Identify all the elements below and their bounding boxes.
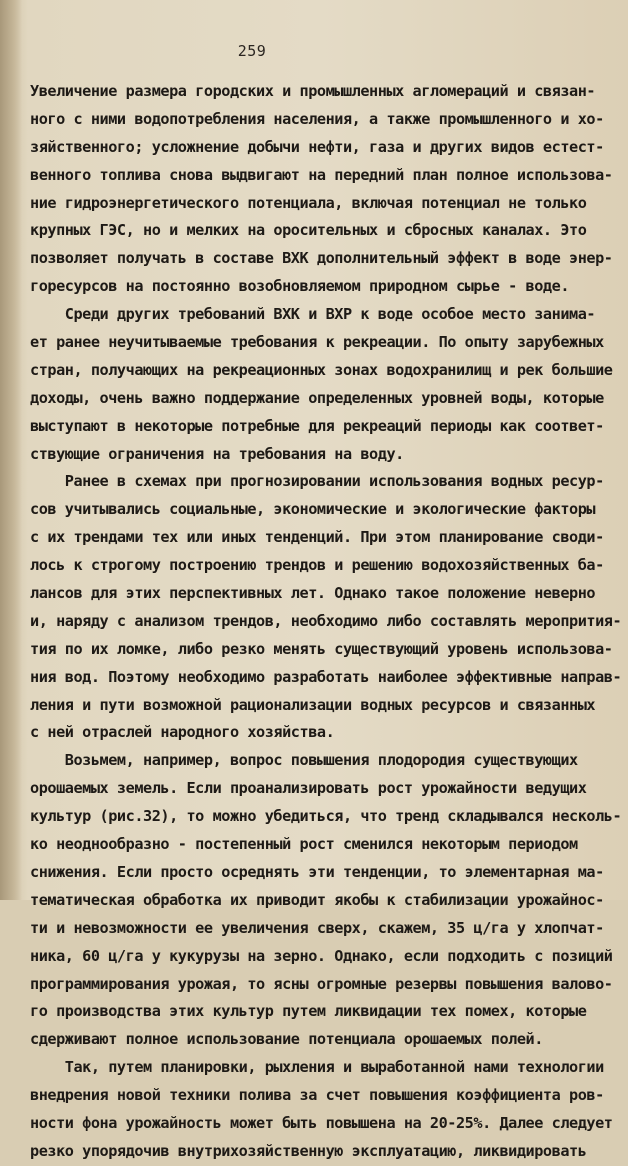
text-line: ного с ними водопотребления населения, а также промышленного и хо-: [30, 109, 604, 128]
text-line: го производства этих культур путем ликвидации тех помех, которые: [30, 1002, 587, 1021]
text-line: с ней отраслей народного хозяйства.: [30, 723, 335, 742]
text-line: тематическая обработка их приводит якобы к стабилизации урожайнос-: [30, 890, 604, 909]
text-line: программирования урожая, то ясны огромные резервы повышения валово-: [30, 974, 613, 993]
text-line: ствующие ограничения на требования на воду.: [30, 444, 404, 463]
text-line: позволяет получать в составе ВХК дополнительный эффект в воде энер-: [30, 249, 613, 268]
text-line: Увеличение размера городских и промышленных агломераций и связан-: [30, 82, 596, 100]
text-line: выступают в некоторые потребные для рекреаций периоды как соответ-: [30, 416, 604, 435]
text-line: доходы, очень важно поддержание определенных уровней воды, которые: [30, 388, 604, 407]
text-line: культур (рис.32), то можно убедиться, что тренд складывался несколь-: [30, 807, 622, 826]
text-line: горесурсов на постоянно возобновляемом природном сырье - воде.: [30, 277, 570, 296]
text-line: сов учитывались социальные, экономические и экологические факторы: [30, 500, 596, 519]
text-line: орошаемых земель. Если проанализировать рост урожайности ведущих: [30, 779, 587, 798]
text-line: ности фона урожайность может быть повышена на 20-25%. Далее следует: [30, 1113, 613, 1132]
text-line: ти и невозможности ее увеличения сверх, скажем, 35 ц/га у хлопчат-: [30, 918, 604, 937]
text-line: внедрения новой техники полива за счет повышения коэффициента ров-: [30, 1086, 604, 1105]
text-line: крупных ГЭС, но и мелких на оросительных и сбросных каналах. Это: [30, 221, 587, 240]
text-line: резко упорядочив внутрихозяйственную эксплуатацию, ликвидировать: [30, 1141, 587, 1160]
text-line: ния вод. Поэтому необходимо разработать наиболее эффективные направ-: [30, 667, 622, 686]
text-line: ет ранее неучитываемые требования к рекреации. По опыту зарубежных: [30, 333, 604, 352]
text-line: Ранее в схемах при прогнозировании использования водных ресур-: [30, 472, 604, 491]
text-line: ко неоднообразно - постепенный рост сменился некоторым периодом: [30, 835, 578, 854]
text-line: стран, получающих на рекреационных зонах водохранилищ и рек большие: [30, 360, 613, 379]
page-number: 259: [237, 42, 267, 60]
text-line: Возьмем, например, вопрос повышения плодородия существующих: [30, 751, 578, 770]
text-line: тия по их ломке, либо резко менять существующий уровень использова-: [30, 639, 613, 658]
binding-shadow: [0, 0, 22, 900]
text-line: Так, путем планировки, рыхления и выработанной нами технологии: [30, 1058, 604, 1077]
text-line: Среди других требований ВХК и ВХР к воде особое место занима-: [30, 305, 596, 324]
text-line: лансов для этих перспективных лет. Однако такое положение неверно: [30, 584, 596, 603]
text-line: ние гидроэнергетического потенциала, включая потенциал не только: [30, 193, 587, 212]
body-text: [30, 78, 620, 1166]
text-line: лось к строгому построению трендов и решению водохозяйственных ба-: [30, 556, 604, 575]
text-line: венного топлива снова выдвигают на передний план полное использова-: [30, 165, 613, 184]
text-line: ления и пути возможной рационализации водных ресурсов и связанных: [30, 695, 596, 714]
text-line: с их трендами тех или иных тенденций. При этом планирование своди-: [30, 528, 604, 547]
text-line: сдерживают полное использование потенциала орошаемых полей.: [30, 1030, 543, 1049]
text-line: зяйственного; усложнение добычи нефти, газа и других видов естест-: [30, 137, 604, 156]
text-line: и, наряду с анализом трендов, необходимо либо составлять меропрития-: [30, 611, 622, 630]
text-line: снижения. Если просто осреднять эти тенденции, то элементарная ма-: [30, 862, 604, 881]
text-line: ника, 60 ц/га у кукурузы на зерно. Однако, если подходить с позиций: [30, 946, 613, 965]
